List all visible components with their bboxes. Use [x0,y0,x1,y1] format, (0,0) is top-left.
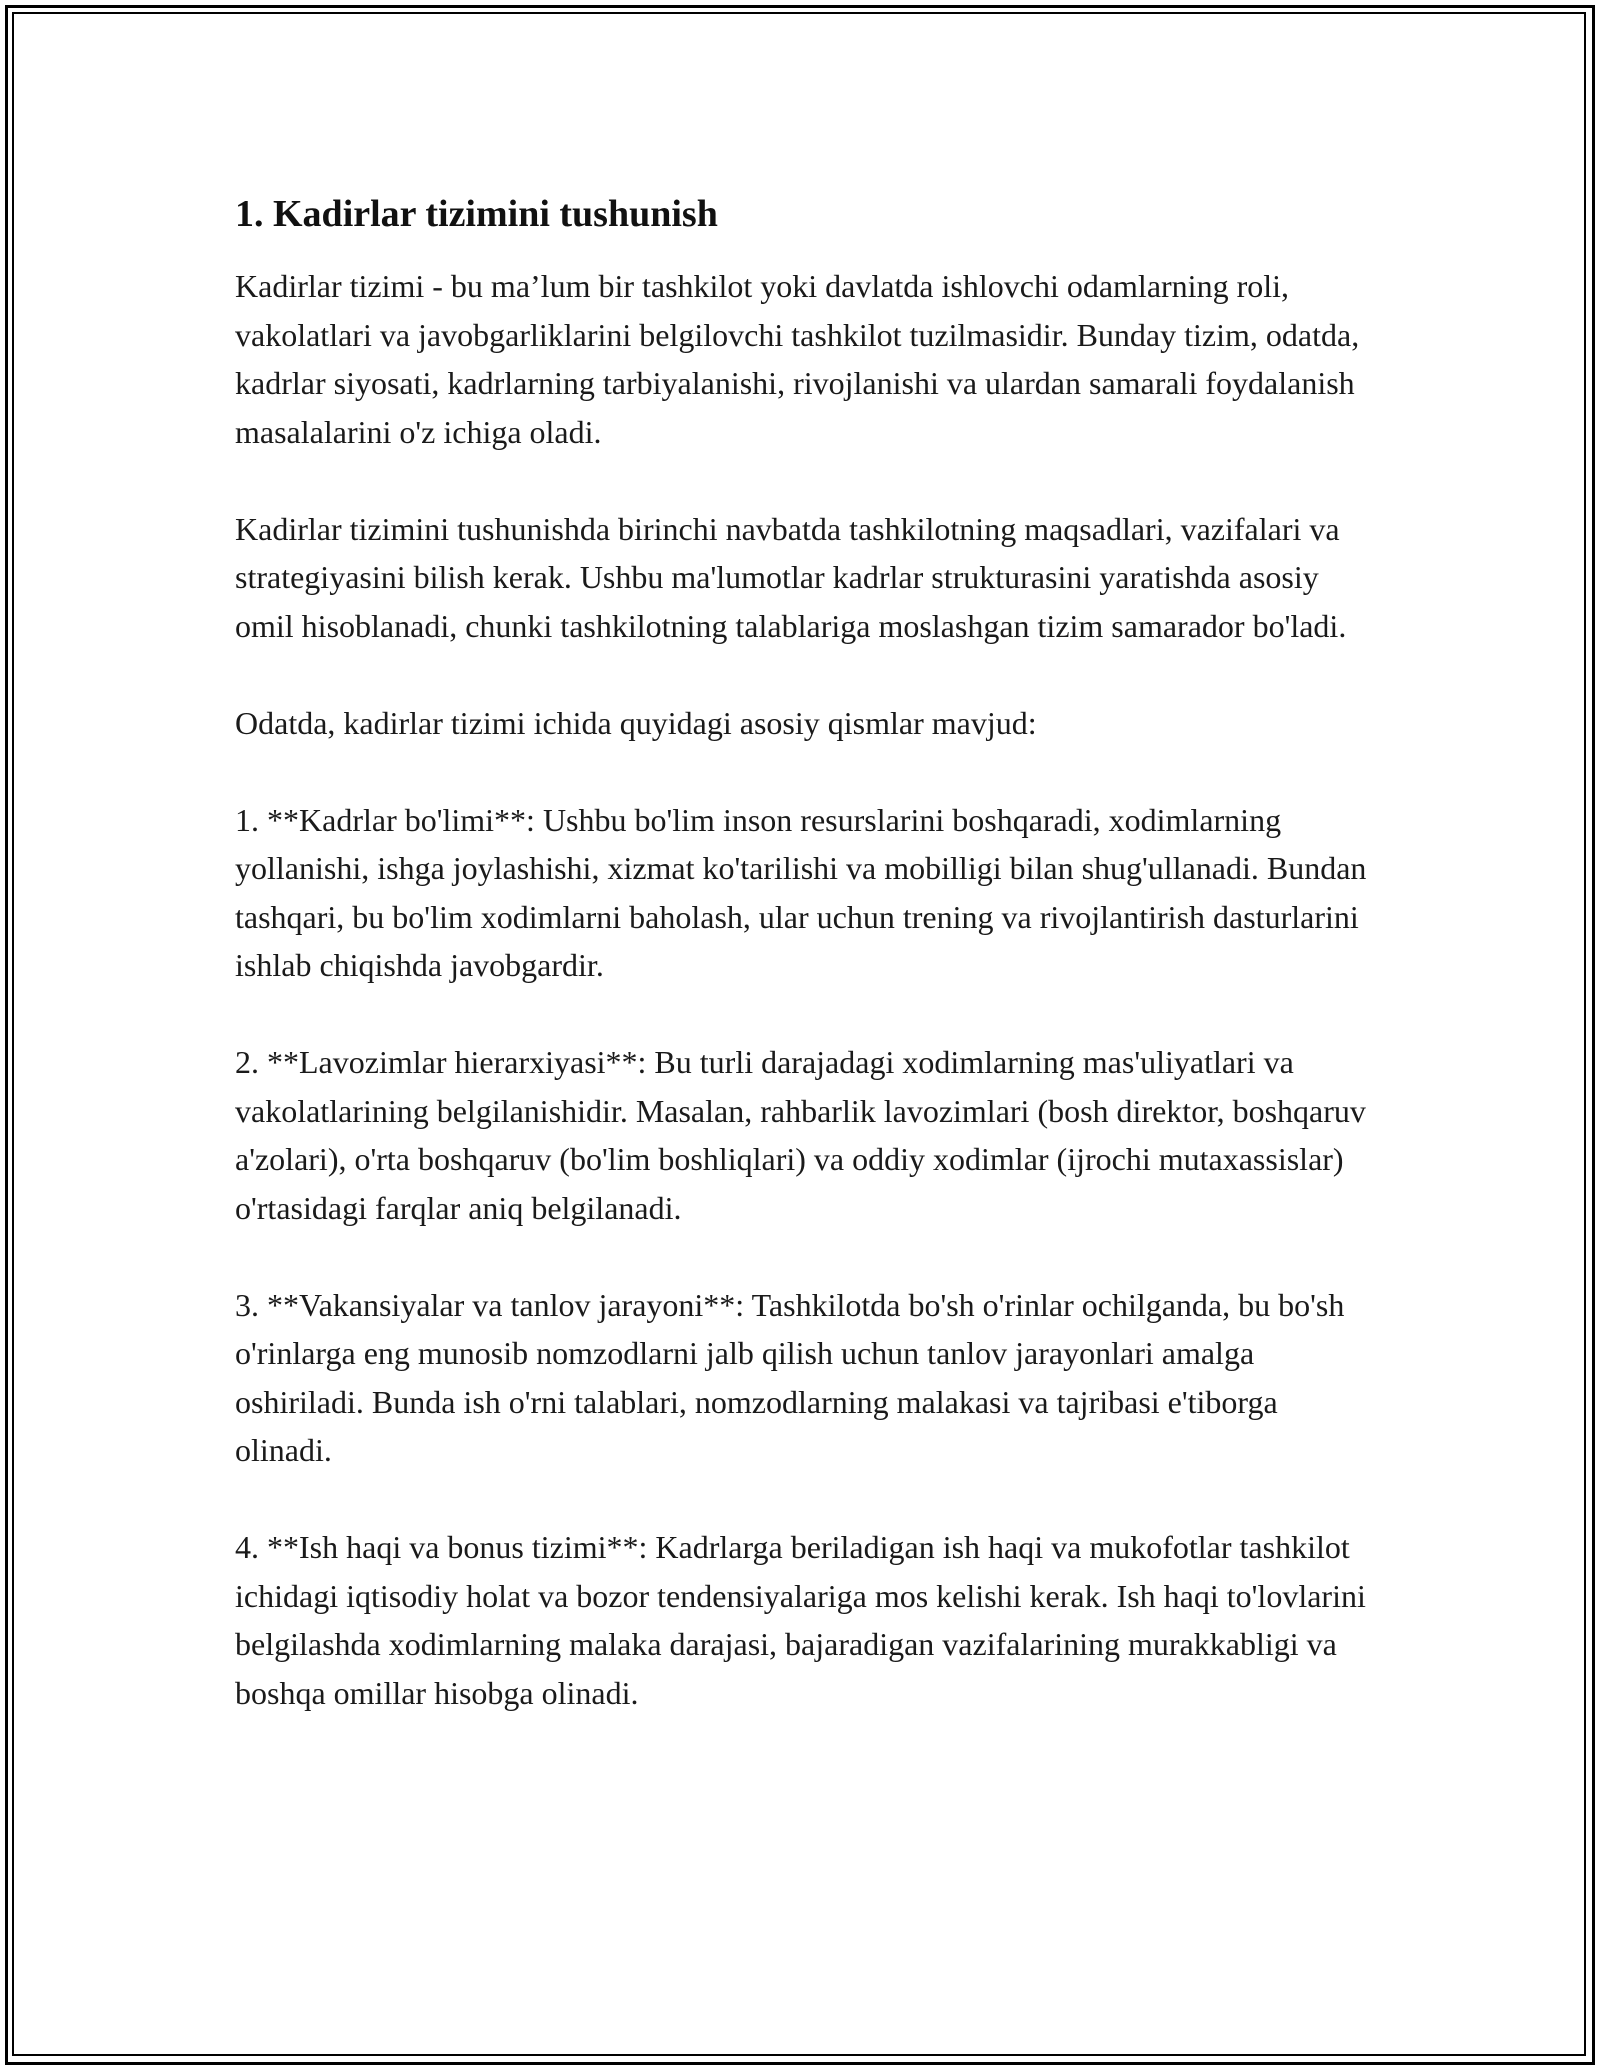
list-item-salary-bonus: 4. **Ish haqi va bonus tizimi**: Kadrlarga beriladigan ish haqi va mukofotlar tashkilot ichidagi iqtisodiy holat va bozor tendensiyalariga mos kelishi kerak. Ish haqi to'lovlarini belgilashda xodimlarning malaka darajasi, bajaradigan vazifalarining murakkabligi va boshqa omillar hisobga olinadi. [235,1529,1366,1711]
paragraph-parts-intro: Odatda, kadirlar tizimi ichida quyidagi asosiy qismlar mavjud: [235,704,1037,741]
list-item-hr-department: 1. **Kadrlar bo'limi**: Ushbu bo'lim inson resurslarini boshqaradi, xodimlarning yollanishi, ishga joylashishi, xizmat ko'tarilishi va mobilligi bilan shug'ullanadi. Bundan tashqari, bu bo'lim xodimlarni baholash, ular uchun trening va rivojlantirish dasturlarini ishlab chiqishda javobgardir. [235,801,1367,983]
list-item-vacancies-selection: 3. **Vakansiyalar va tanlov jarayoni**: Tashkilotda bo'sh o'rinlar ochilganda, bu bo'sh o'rinlarga eng munosib nomzodlarni jalb qilish uchun tanlov jarayonlari amalga oshiriladi. Bunda ish o'rni talablari, nomzodlarning malakasi va tajribasi e'tiborga olinadi. [235,1286,1345,1468]
section-title: 1. Kadirlar tizimini tushunish [235,193,718,235]
paragraph-understanding: Kadirlar tizimini tushunishda birinchi navbatda tashkilotning maqsadlari, vazifalari va strategiyasini bilish kerak. Ushbu ma'lumotlar kadrlar strukturasini yaratishda asosiy omil hisoblanadi, chunki tashkilotning talablariga moslashgan tizim samarador bo'ladi. [235,510,1347,644]
document-body [235,186,1375,1766]
list-item-position-hierarchy: 2. **Lavozimlar hierarxiyasi**: Bu turli darajadagi xodimlarning mas'uliyatlari va vakolatlarining belgilanishidir. Masalan, rahbarlik lavozimlari (bosh direktor, boshqaruv a'zolari), o'rta boshqaruv (bo'lim boshliqlari) va oddiy xodimlar (ijrochi mutaxassislar) o'rtasidagi farqlar aniq belgilanadi. [235,1044,1366,1226]
paragraph-definition: Kadirlar tizimi - bu ma’lum bir tashkilot yoki davlatda ishlovchi odamlarning roli, vakolatlari va javobgarliklarini belgilovchi tashkilot tuzilmasidir. Bunday tizim, odatda, kadrlar siyosati, kadrlarning tarbiyalanishi, rivojlanishi va ulardan samarali foydalanish masalalarini o'z ichiga oladi. [235,268,1360,450]
